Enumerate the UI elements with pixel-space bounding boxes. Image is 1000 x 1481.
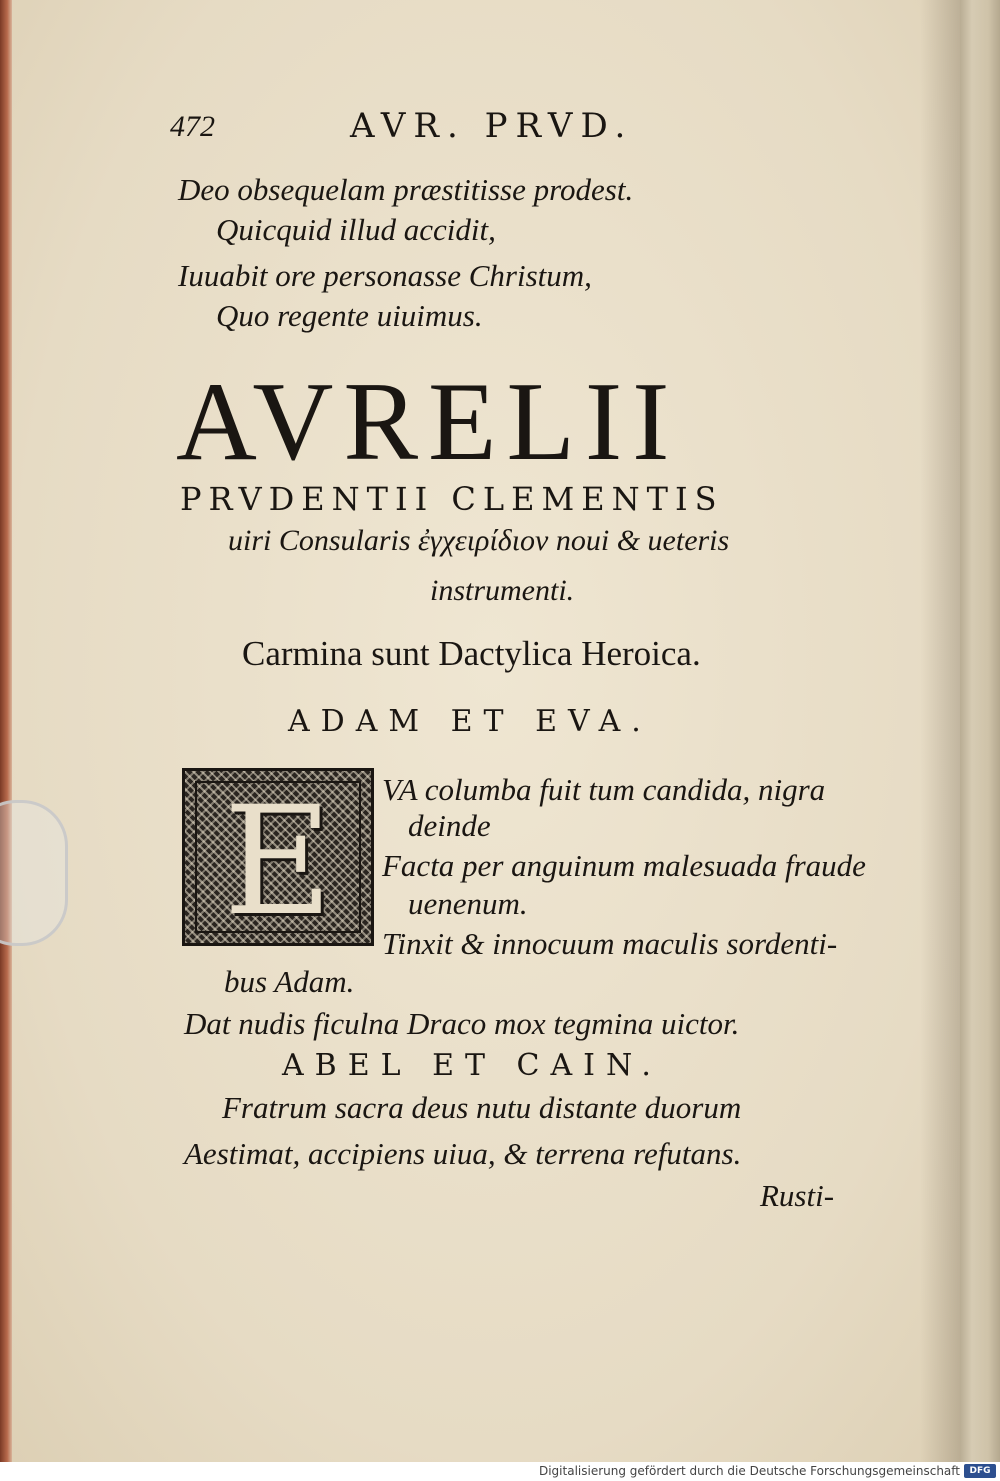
running-title: AVR. PRVD. <box>350 106 634 146</box>
gutter-shadow <box>920 0 964 1462</box>
verse-line: uenenum. <box>408 886 528 921</box>
verse-line: Quicquid illud accidit, <box>216 212 496 247</box>
page-number: 472 <box>170 110 215 143</box>
title-instrumenti: instrumenti. <box>430 574 575 607</box>
initial-letter: E <box>223 775 333 949</box>
verse-line: bus Adam. <box>224 964 355 999</box>
verse-line: Facta per anguinum malesuada fraude <box>382 848 866 883</box>
page-clip <box>0 800 68 946</box>
verse-line: Fratrum sacra deus nutu distante duorum <box>222 1090 742 1125</box>
verse-line: Aestimat, accipiens uiua, & terrena refutans. <box>184 1136 742 1171</box>
footer-credit: Digitalisierung gefördert durch die Deutsche Forschungsgemeinschaft <box>538 1464 960 1478</box>
dfg-logo: DFG <box>964 1464 996 1478</box>
verse-line: Iuuabit ore personasse Christum, <box>178 258 592 293</box>
verse-line: Deo obsequelam præstitisse prodest. <box>178 172 634 207</box>
verse-line: Dat nudis ficulna Draco mox tegmina uictor. <box>184 1006 740 1041</box>
title-prudentii: PRVDENTII CLEMENTIS <box>180 480 724 518</box>
title-aurelii: AVRELII <box>176 360 680 484</box>
next-page-edge <box>960 0 1000 1462</box>
decorated-initial <box>182 768 374 949</box>
verse-line: deinde <box>408 808 491 843</box>
section-heading-adam: ADAM ET EVA. <box>288 704 652 739</box>
verse-line: Tinxit & innocuum maculis sordenti- <box>382 926 838 961</box>
page-edge <box>0 0 12 1462</box>
catchword: Rusti- <box>760 1178 835 1213</box>
verse-line: VA columba fuit tum candida, nigra <box>382 772 826 807</box>
verse-line: Quo regente uiuimus. <box>216 298 483 333</box>
section-heading-abel: ABEL ET CAIN. <box>282 1048 662 1083</box>
title-uiri: uiri Consularis ἐγχειρίδιον noui & ueteris <box>228 524 730 557</box>
subtitle: Carmina sunt Dactylica Heroica. <box>242 634 701 673</box>
